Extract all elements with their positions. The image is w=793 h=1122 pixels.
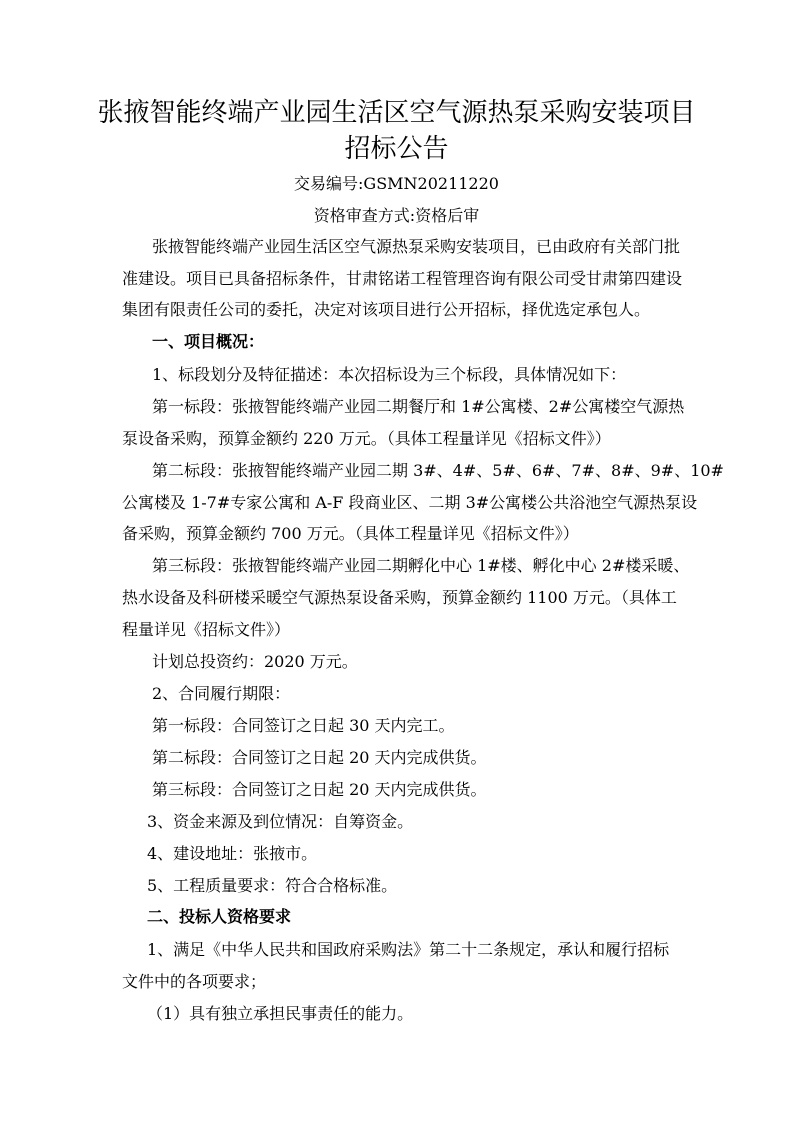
lot-2-line-1: 第二标段：张掖智能终端产业园二期 3#、4#、5#、6#、7#、8#、9#、10# — [152, 461, 724, 480]
document-title-line-1: 张掖智能终端产业园生活区空气源热泵采购安装项目 — [97, 98, 696, 128]
lot-3-line-1: 第三标段：张掖智能终端产业园二期孵化中心 1#楼、孵化中心 2#楼采暖、 — [152, 556, 690, 575]
intro-line-2: 准建设。项目已具备招标条件，甘肃铭诺工程管理咨询有限公司受甘肃第四建设 — [122, 269, 683, 288]
section-2-heading: 二、投标人资格要求 — [147, 907, 292, 926]
lot-2-line-2: 公寓楼及 1-7#专家公寓和 A-F 段商业区、二期 3#公寓楼公共浴池空气源热泵设 — [122, 493, 698, 512]
transaction-number: 交易编号:GSMN20211220 — [294, 174, 499, 193]
lot-1-line-2: 泵设备采购，预算金额约 220 万元。（具体工程量详见《招标文件》） — [122, 429, 611, 448]
review-method: 资格审查方式:资格后审 — [313, 206, 480, 225]
intro-line-1: 张掖智能终端产业园生活区空气源热泵采购安装项目，已由政府有关部门批 — [152, 237, 681, 256]
lot-1-line-1: 第一标段：张掖智能终端产业园二期餐厅和 1#公寓楼、2#公寓楼空气源热 — [152, 397, 685, 416]
lot-division-intro: 1、标段划分及特征描述：本次招标设为三个标段，具体情况如下： — [152, 365, 627, 384]
qualification-req-1-sub-1: （1）具有独立承担民事责任的能力。 — [147, 1004, 414, 1023]
funding-source: 3、资金来源及到位情况：自筹资金。 — [147, 812, 414, 831]
intro-line-3: 集团有限责任公司的委托，决定对该项目进行公开招标，择优选定承包人。 — [122, 300, 651, 319]
contract-period-lot-2: 第二标段：合同签订之日起 20 天内完成供货。 — [152, 748, 487, 767]
lot-3-line-2: 热水设备及科研楼采暖空气源热泵设备采购，预算金额约 1100 万元。（具体工 — [122, 588, 677, 607]
contract-period-lot-3: 第三标段：合同签订之日起 20 天内完成供货。 — [152, 780, 487, 799]
quality-requirement: 5、工程质量要求：符合合格标准。 — [147, 876, 398, 895]
total-investment: 计划总投资约：2020 万元。 — [152, 652, 358, 671]
section-1-heading: 一、项目概况： — [152, 332, 265, 351]
contract-period-lot-1: 第一标段：合同签订之日起 30 天内完工。 — [152, 716, 455, 735]
qualification-req-1-line-2: 文件中的各项要求； — [122, 972, 267, 991]
lot-2-line-3: 备采购，预算金额约 700 万元。（具体工程量详见《招标文件》） — [122, 524, 579, 543]
qualification-req-1-line-1: 1、满足《中华人民共和国政府采购法》第二十二条规定，承认和履行招标 — [147, 940, 670, 959]
contract-period-heading: 2、合同履行期限： — [152, 684, 291, 703]
construction-address: 4、建设地址：张掖市。 — [147, 844, 318, 863]
document-title-line-2: 招标公告 — [344, 134, 449, 164]
lot-3-line-3: 程量详见《招标文件》） — [122, 620, 291, 639]
